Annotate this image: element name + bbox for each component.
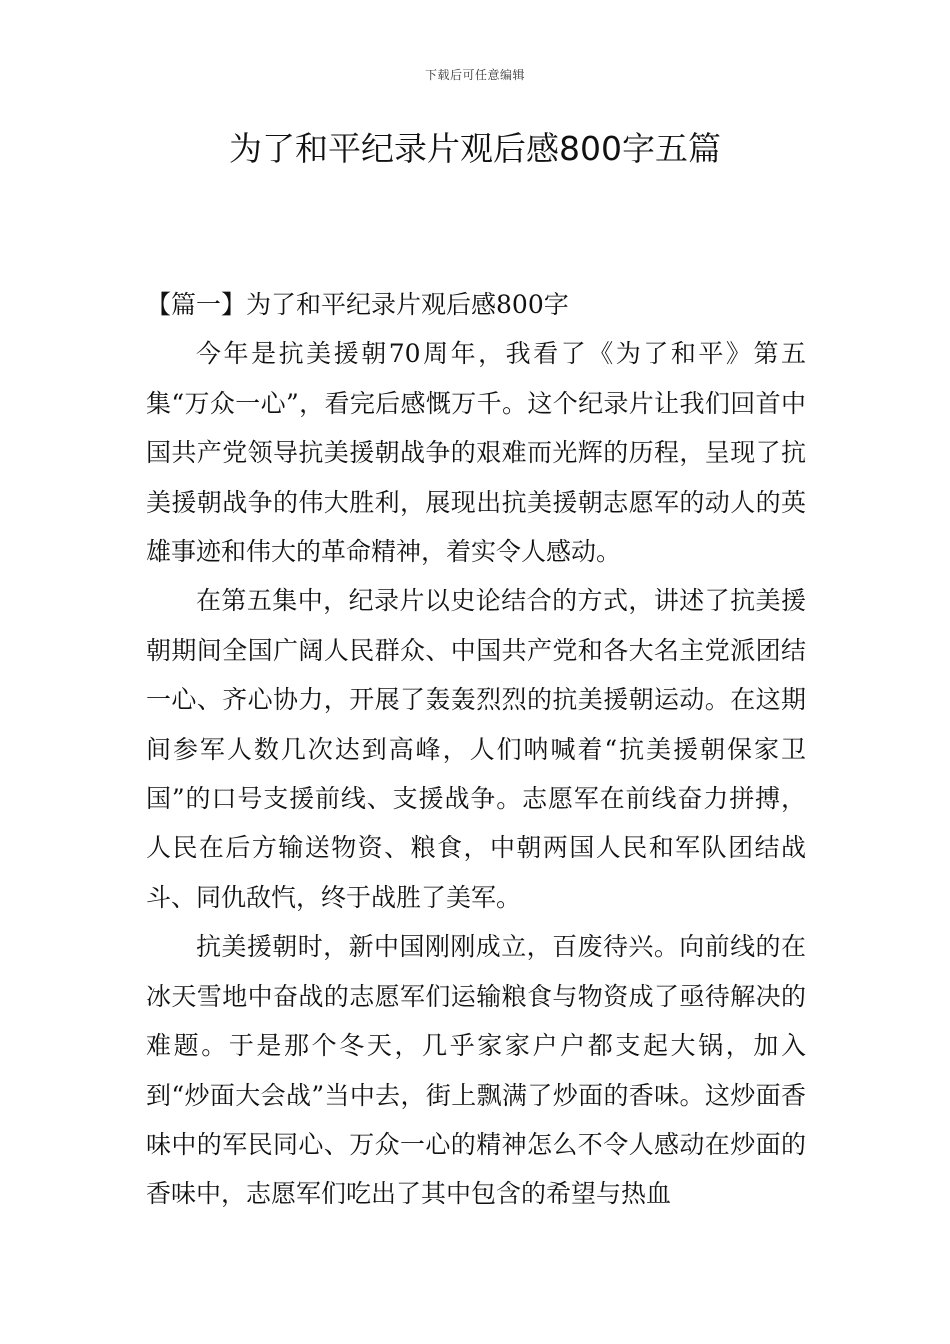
paragraph-1: 今年是抗美援朝70周年，我看了《为了和平》第五集“万众一心”，看完后感慨万千。这个纪录片让我们回首中国共产党领导抗美援朝战争的艰难而光辉的历程，呈现了抗美援朝战争的伟大胜利，展现出抗美援朝志愿军的动人的英雄事迹和伟大的革命精神，着实令人感动。	[146, 339, 806, 567]
section-heading: 【篇一】为了和平纪录片观后感800字	[146, 290, 569, 319]
header-note: 下载后可任意编辑	[424, 68, 525, 82]
document-title: 为了和平纪录片观后感800字五篇	[229, 129, 721, 168]
paragraph-3: 抗美援朝时，新中国刚刚成立，百废待兴。向前线的在冰天雪地中奋战的志愿军们运输粮食与物资成了亟待解决的难题。于是那个冬天，几乎家家户户都支起大锅，加入到“炒面大会战”当中去，街上飘满了炒面的香味。这炒面香味中的军民同心、万众一心的精神怎么不令人感动在炒面的香味中，志愿军们吃出了其中包含的希望与热血	[146, 932, 806, 1209]
document-body	[146, 280, 806, 1219]
paragraph-2: 在第五集中，纪录片以史论结合的方式，讲述了抗美援朝期间全国广阔人民群众、中国共产党和各大名主党派团结一心、齐心协力，开展了轰轰烈烈的抗美援朝运动。在这期间参军人数几次达到高峰，人们呐喊着“抗美援朝保家卫国”的口号支援前线、支援战争。志愿军在前线奋力拼搏，人民在后方输送物资、粮食，中朝两国人民和军队团结战斗、同仇敌忾，终于战胜了美军。	[146, 586, 806, 912]
